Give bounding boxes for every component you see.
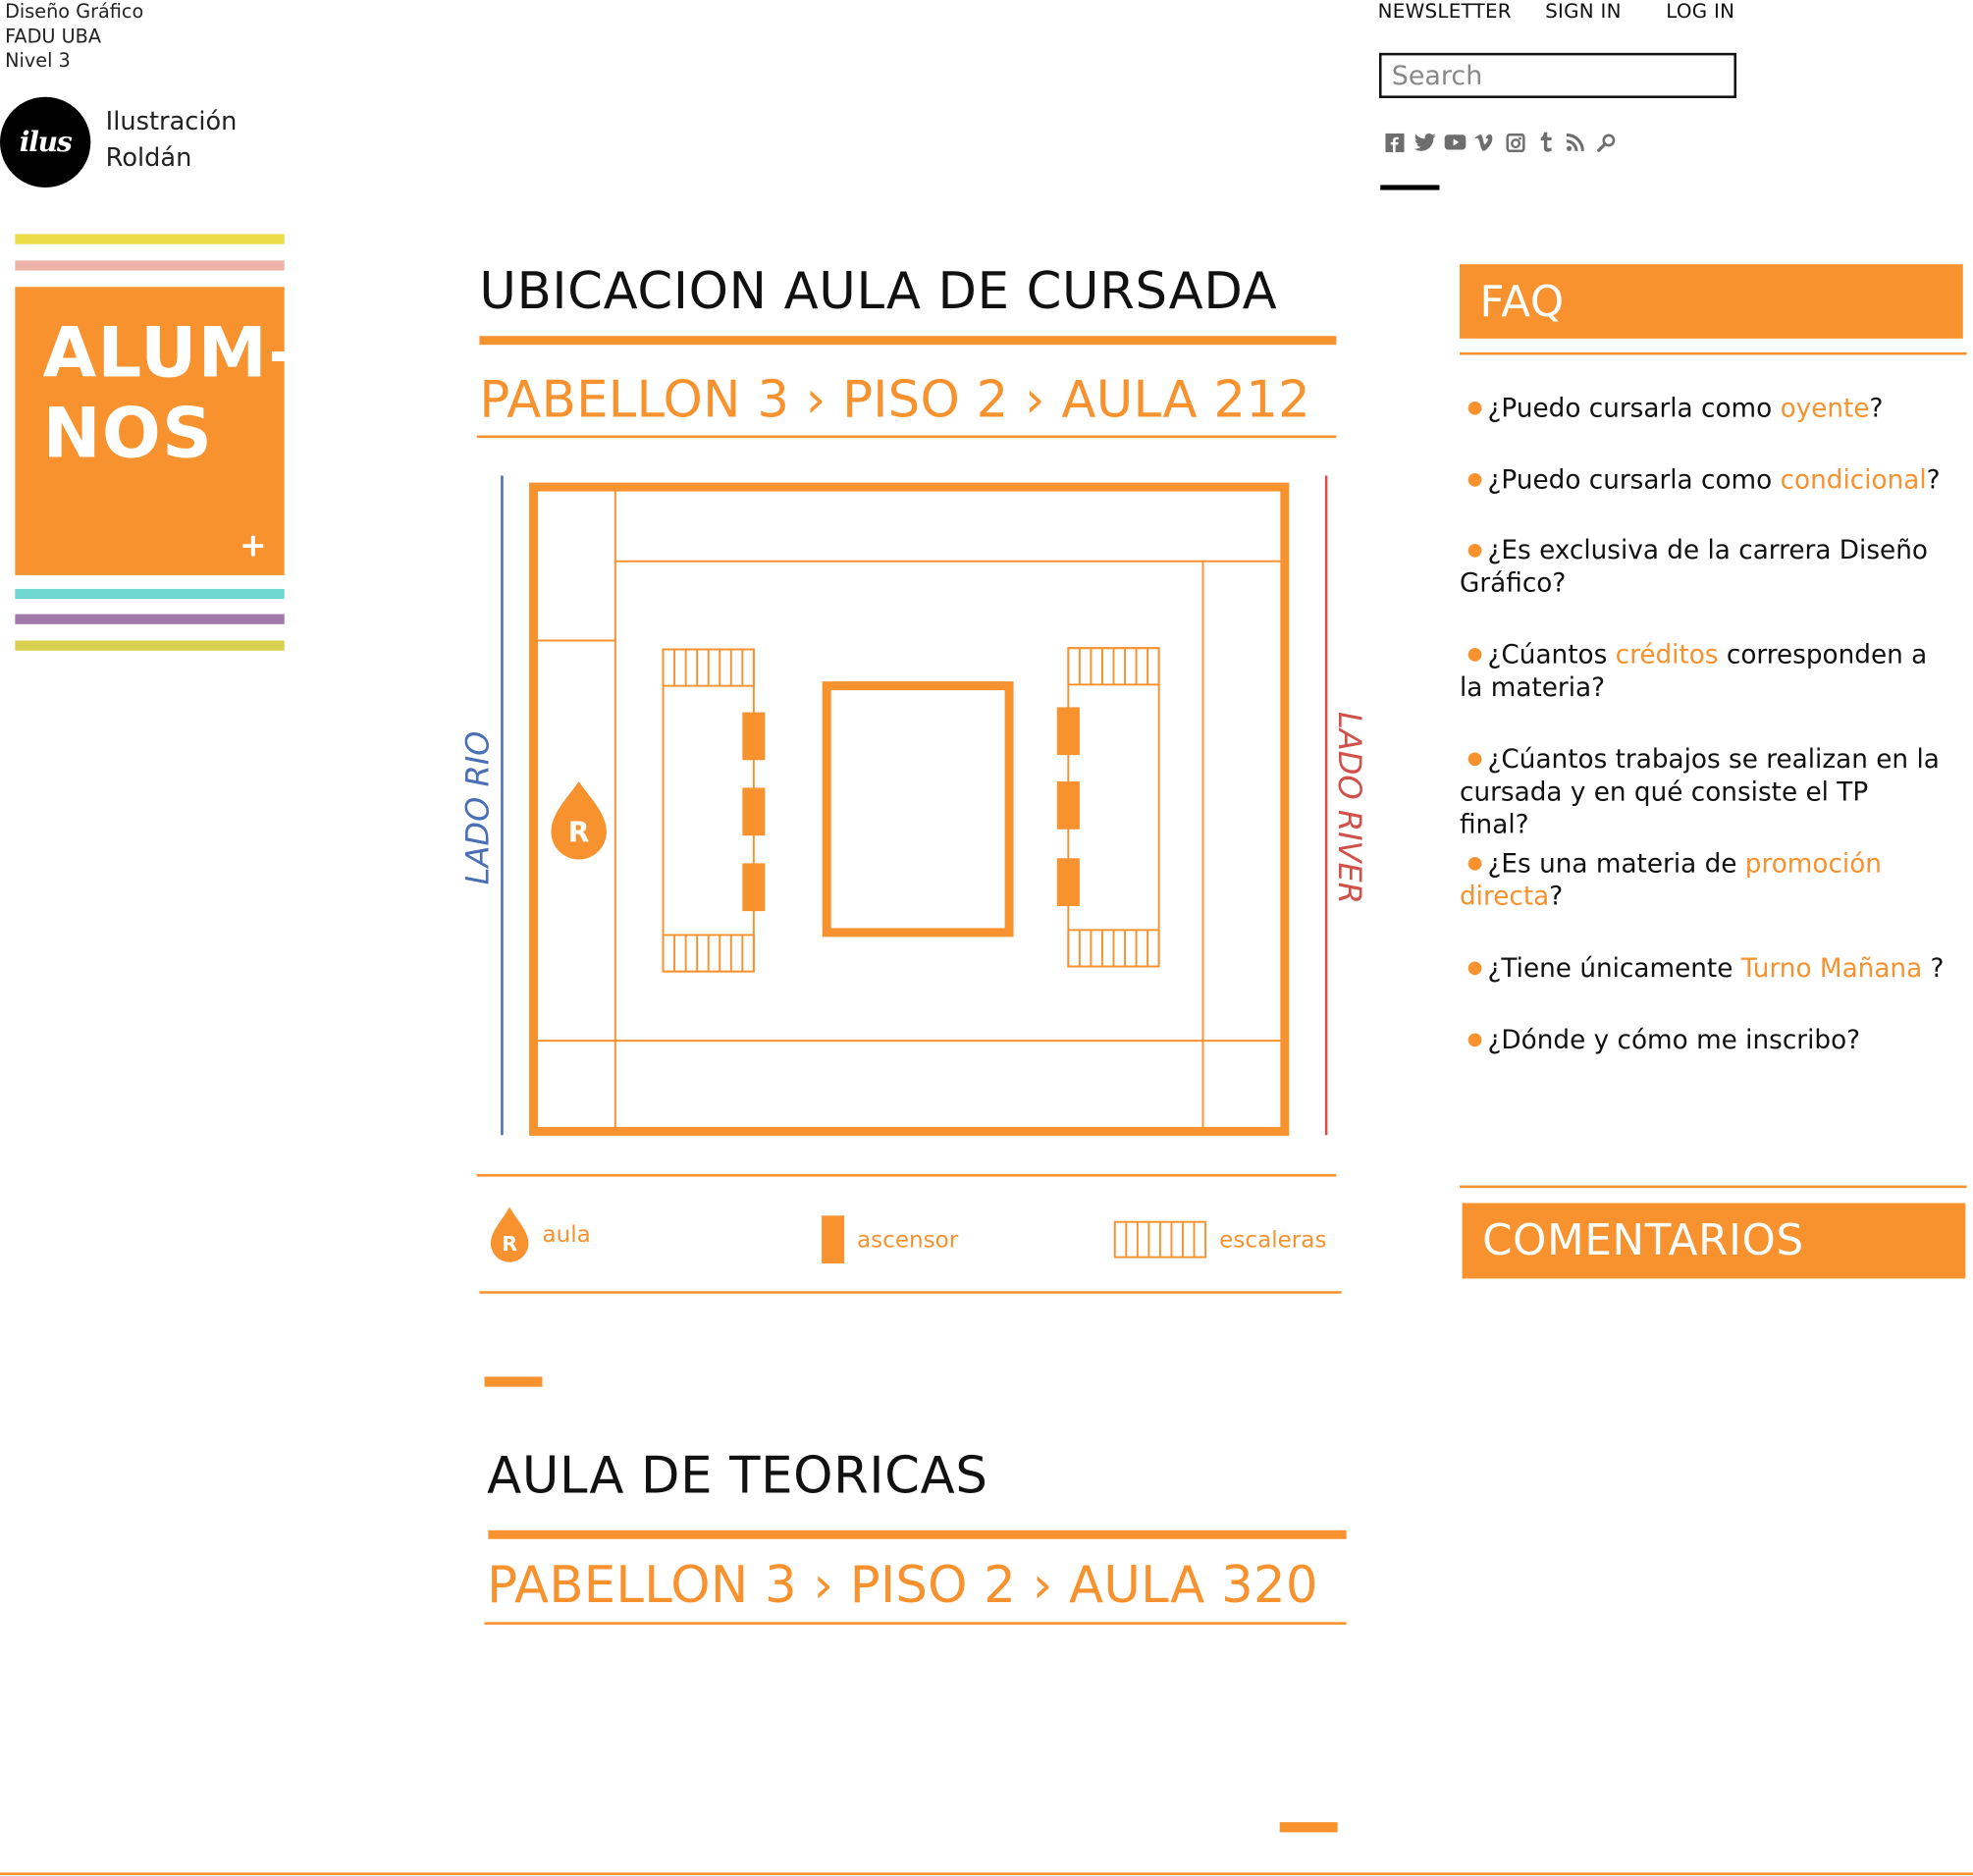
- location-teoricas: PABELLON 3 › PISO 2 › AULA 320: [487, 1556, 1318, 1615]
- floor-map: [447, 465, 1384, 1152]
- legend-bottom-line: [479, 1291, 1341, 1293]
- lado-river-label: LADO RIVER: [1330, 712, 1368, 904]
- stripe-olive: [15, 640, 284, 650]
- faq-item-text: ¿Cúantos: [1487, 639, 1616, 670]
- alumnos-title-line-2: NOS: [42, 392, 214, 473]
- section-end-mark: [1280, 1822, 1338, 1832]
- faq-item[interactable]: [1460, 638, 1945, 704]
- legend-ascensor-label: ascensor: [856, 1226, 959, 1254]
- footer-line: [0, 1872, 1973, 1874]
- stripe-pink: [15, 260, 284, 270]
- comments-header[interactable]: [1463, 1203, 1966, 1278]
- stairs-icon: [1113, 1220, 1206, 1258]
- search-box: [1379, 53, 1736, 98]
- legend-ascensor: [822, 1215, 958, 1263]
- legend-escaleras-label: escaleras: [1219, 1226, 1327, 1254]
- faq-header-underline: [1460, 352, 1967, 354]
- newsletter-link[interactable]: NEWSLETTER: [1377, 0, 1512, 24]
- logo-name-line-2: Roldán: [105, 141, 192, 173]
- location-underline: [477, 436, 1337, 438]
- faq-item[interactable]: [1460, 463, 1945, 496]
- faq-item[interactable]: [1460, 742, 1945, 840]
- bullet-icon: ●: [1466, 644, 1483, 665]
- building-grid: [537, 491, 1281, 1128]
- bullet-icon: ●: [1466, 469, 1483, 490]
- search-input[interactable]: [1382, 55, 1734, 95]
- bullet-icon: ●: [1466, 539, 1483, 561]
- tumblr-icon[interactable]: [1532, 130, 1558, 155]
- logo-name-line-1: Ilustración: [105, 105, 238, 136]
- faq-item-text-end: ?: [1549, 881, 1564, 912]
- stripe-yellow: [15, 234, 284, 243]
- lado-rio-label: LADO RIO: [458, 730, 497, 885]
- faq-header: [1460, 264, 1963, 339]
- expand-icon[interactable]: +: [239, 527, 267, 565]
- faq-item-text-end: ?: [1869, 392, 1884, 423]
- institution-line-1: Diseño Gráfico: [5, 0, 144, 24]
- bullet-icon: ●: [1466, 398, 1483, 418]
- faq-title: FAQ: [1479, 276, 1565, 327]
- location-cursada: PABELLON 3 › PISO 2 › AULA 212: [479, 371, 1311, 430]
- search-icon[interactable]: [1593, 130, 1619, 155]
- legend-aula: [490, 1206, 591, 1263]
- institution-line-2: FADU UBA: [5, 24, 101, 48]
- faq-item-text-end: ?: [1926, 464, 1941, 495]
- central-patio: [827, 686, 1009, 933]
- vimeo-icon[interactable]: [1472, 130, 1498, 155]
- legend-aula-label: aula: [542, 1221, 591, 1249]
- aula-marker-letter: R: [567, 816, 590, 849]
- faq-item-text: ¿Tiene únicamente: [1487, 952, 1741, 984]
- institution-line-3: Nivel 3: [5, 48, 71, 73]
- alumnos-card[interactable]: [15, 287, 298, 575]
- comments-title: COMENTARIOS: [1482, 1215, 1804, 1266]
- faq-item[interactable]: [1460, 534, 1945, 600]
- logo-mark: ilus: [19, 126, 72, 159]
- section-title-teoricas-underline: [488, 1530, 1346, 1539]
- section-title-teoricas: AULA DE TEORICAS: [487, 1447, 988, 1506]
- sign-in-link[interactable]: SIGN IN: [1545, 0, 1622, 24]
- rss-icon[interactable]: [1563, 130, 1588, 155]
- legend-aula-icon: [490, 1206, 530, 1263]
- logo-name[interactable]: [106, 103, 238, 176]
- building-outline: [534, 487, 1285, 1131]
- elevators-left: [742, 713, 765, 912]
- faq-item-highlight[interactable]: condicional: [1780, 464, 1927, 495]
- faq-item-highlight[interactable]: oyente: [1780, 392, 1870, 423]
- legend-top-line: [477, 1174, 1337, 1176]
- elevator-icon: [822, 1215, 844, 1263]
- stairs-right: [1068, 648, 1158, 966]
- facebook-icon[interactable]: [1382, 130, 1408, 155]
- faq-item-text: ¿Cúantos trabajos se realizan en la cursada y en qué consiste el TP final?: [1460, 743, 1940, 840]
- instagram-icon[interactable]: [1503, 130, 1528, 155]
- comments-top-line: [1460, 1186, 1967, 1188]
- stripe-cyan: [15, 589, 284, 599]
- faq-item-text: ¿Es exclusiva de la carrera Diseño Gráfico?: [1460, 534, 1928, 598]
- faq-item[interactable]: [1460, 1023, 1945, 1055]
- stairs-left: [664, 649, 754, 971]
- faq-item-highlight[interactable]: promoción directa: [1460, 848, 1882, 912]
- faq-item-highlight[interactable]: créditos: [1615, 639, 1719, 670]
- faq-item-text: ¿Es una materia de: [1487, 848, 1745, 879]
- faq-item-text: ¿Puedo cursarla como: [1487, 392, 1781, 423]
- social-icons: [1382, 130, 1619, 155]
- aula-marker-icon[interactable]: [551, 781, 606, 859]
- header-accent-bar: [1380, 185, 1439, 189]
- bullet-icon: ●: [1466, 1029, 1483, 1050]
- faq-item-text-end: corresponden a la materia?: [1460, 639, 1928, 703]
- section-title-underline: [479, 336, 1336, 345]
- bullet-icon: ●: [1466, 853, 1483, 874]
- alumnos-title-line-1: ALUM-: [42, 311, 298, 393]
- legend-aula-letter: R: [502, 1232, 518, 1257]
- faq-item-highlight[interactable]: Turno Mañana: [1740, 952, 1923, 984]
- youtube-icon[interactable]: [1442, 130, 1467, 155]
- faq-item-text: ¿Dónde y cómo me inscribo?: [1487, 1024, 1861, 1055]
- faq-item[interactable]: [1460, 951, 1945, 984]
- twitter-icon[interactable]: [1412, 130, 1437, 155]
- faq-item[interactable]: [1460, 847, 1945, 913]
- faq-item-text-end: ?: [1922, 952, 1945, 984]
- section-title-cursada: UBICACION AULA DE CURSADA: [479, 262, 1278, 321]
- alumnos-title: [43, 312, 298, 473]
- legend-escaleras: [1113, 1220, 1326, 1258]
- section-divider-mark: [485, 1376, 543, 1386]
- elevators-right: [1057, 707, 1080, 906]
- faq-item-text: ¿Puedo cursarla como: [1487, 464, 1781, 495]
- institution-info: [5, 0, 143, 74]
- log-in-link[interactable]: LOG IN: [1666, 0, 1735, 24]
- bullet-icon: ●: [1466, 748, 1483, 770]
- faq-item[interactable]: [1460, 392, 1945, 424]
- logo-badge[interactable]: [0, 97, 90, 188]
- bullet-icon: ●: [1466, 957, 1483, 979]
- stripe-purple: [15, 615, 284, 624]
- location-teoricas-underline: [485, 1622, 1347, 1624]
